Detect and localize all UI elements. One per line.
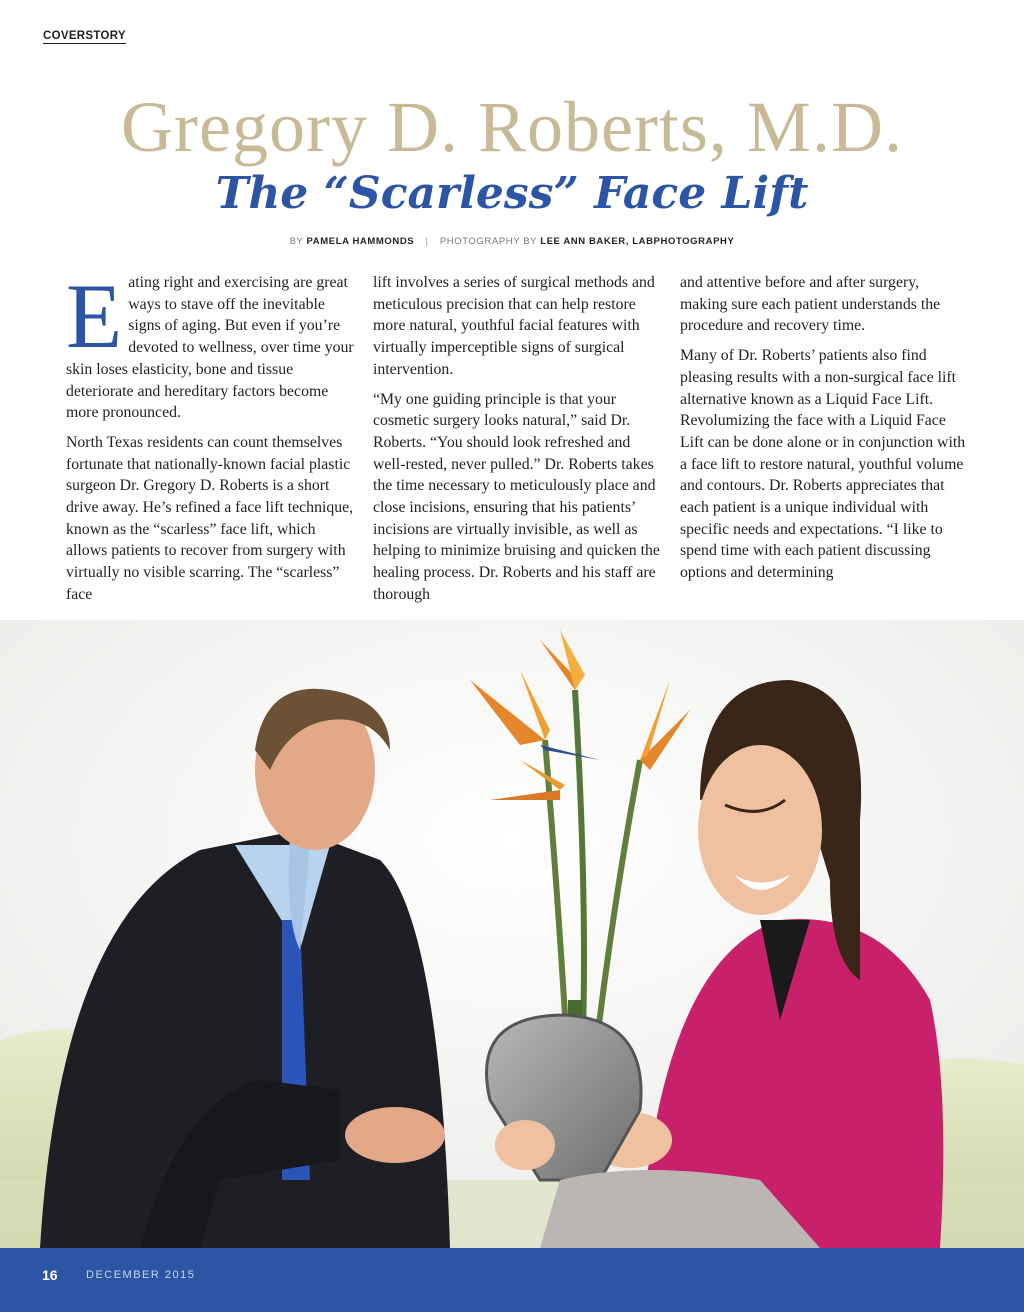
byline-prefix: BY <box>289 236 304 247</box>
photographer-name: LEE ANN BAKER, LABPHOTOGRAPHY <box>540 236 735 247</box>
section-tag: COVERSTORY <box>43 30 126 42</box>
photo-illustration <box>0 620 1024 1248</box>
photo-credit-prefix: PHOTOGRAPHY BY <box>439 236 537 247</box>
article-subtitle: The “Scarless” Face Lift <box>215 168 809 219</box>
paragraph <box>66 265 356 424</box>
cover-photo <box>0 620 1024 1248</box>
byline-separator: | <box>425 236 429 247</box>
drop-cap: E <box>66 265 123 367</box>
article-column-1 <box>66 265 356 614</box>
paragraph: Many of Dr. Roberts’ patients also find pleasing results with a non-surgical face lift alternative known as a Liquid Face Lift. Revolumizing the face with a Liquid Face Lift can be done alone or in conjunction with a face lift to restore natural, youthful volume and contours. Dr. Roberts appreciates that each patient is a unique individual with specific needs and expectations. “I like to spend time with each patient discussing options and determining <box>680 347 966 582</box>
paragraph: lift involves a series of surgical methods and meticulous precision that can help restore more natural, youthful facial features with virtually imperceptible signs of surgical intervention. <box>373 274 655 378</box>
paragraph: and attentive before and after surgery, making sure each patient understands the procedure and recovery time. <box>680 274 941 335</box>
byline <box>0 236 1024 247</box>
author-name: PAMELA HAMMONDS <box>306 236 415 247</box>
article-column-2 <box>373 272 663 614</box>
page-footer <box>0 1248 1024 1312</box>
issue-date: DECEMBER 2015 <box>86 1269 196 1281</box>
paragraph: “My one guiding principle is that your cosmetic surgery looks natural,” said Dr. Roberts. “You should look refreshed and well-rested, never pulled.” Dr. Roberts takes the time necessary to meticulously place and close incisions, ensuring that his patients’ incisions are virtually invisible, as well as helping to minimize bruising and quicken the healing process. Dr. Roberts and his staff are thorough <box>373 390 660 603</box>
article-column-3 <box>680 272 970 592</box>
paragraph-text: ating right and exercising are great ways to stave off the inevitable signs of aging. But even if you’re devoted to wellness, over time your skin loses elasticity, bone and tissue deteriorate and hereditary factors become more pronounced. <box>66 274 354 422</box>
page-number: 16 <box>42 1267 58 1283</box>
paragraph: North Texas residents can count themselves fortunate that nationally-known facial plastic surgeon Dr. Gregory D. Roberts is a short drive away. He’s refined a face lift technique, known as the “scarless” face lift, which allows patients to recover from surgery with virtually no visible scarring. The “scarless” face <box>66 433 354 603</box>
article-title: Gregory D. Roberts, M.D. <box>121 87 903 167</box>
